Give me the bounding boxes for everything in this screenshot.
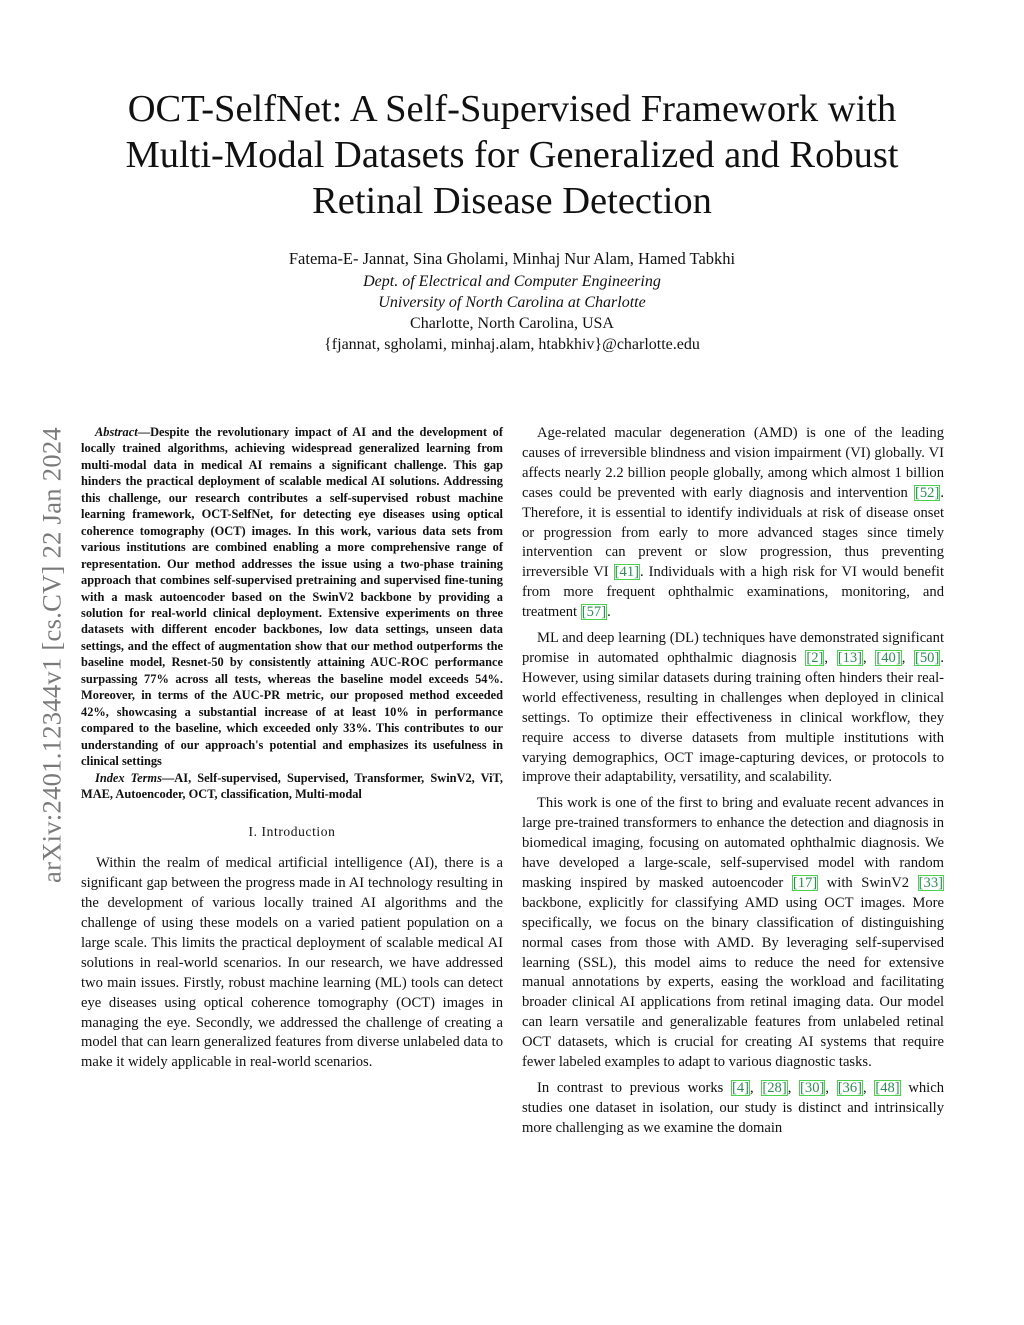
location: Charlotte, North Carolina, USA <box>410 315 614 332</box>
citation-link[interactable]: [48] <box>875 1080 900 1096</box>
citation-link[interactable]: [17] <box>792 874 818 891</box>
right-column <box>522 424 944 1145</box>
department: Dept. of Electrical and Computer Engineering <box>363 273 661 290</box>
abstract-label: Abstract <box>95 425 138 439</box>
citation-link[interactable]: [28] <box>762 1080 787 1096</box>
author-emails: {fjannat, sgholami, minhaj.alam, htabkhiv}@charlotte.edu <box>324 336 700 353</box>
paragraph-amd: Age-related macular degeneration (AMD) is one of the leading causes of irreversible blindness and vision impairment (VI) globally. VI affects nearly 2.2 billion people globally, among which almost 1 billion cases could be prevented with early diagnosis and intervention [52]. Therefore, it is essential to identify individuals at risk of disease onset or progression from early to more advanced stages since timely intervention can prevent or slow progression, thus preventing irreversible VI [41]. Individuals with a high risk for VI would benefit from more frequent ophthalmic examinations, monitoring, and treatment [57]. <box>522 425 944 621</box>
citation-link[interactable]: [41] <box>614 564 639 581</box>
citation-link[interactable]: [4] <box>732 1080 750 1096</box>
citation-link[interactable]: [40] <box>876 649 901 666</box>
index-terms <box>81 770 503 803</box>
index-terms-label: Index Terms <box>95 770 162 785</box>
citation-link[interactable]: [2] <box>806 649 824 666</box>
author-block <box>80 248 944 355</box>
citation-link[interactable]: [30] <box>800 1080 825 1096</box>
citation-link[interactable]: [57] <box>581 604 607 621</box>
university: University of North Carolina at Charlotte <box>378 294 646 311</box>
author-names: Fatema-E- Jannat, Sina Gholami, Minhaj Nur Alam, Hamed Tabkhi <box>288 249 736 268</box>
arxiv-identifier: arXiv:2401.12344v1 [cs.CV] 22 Jan 2024 <box>36 427 67 883</box>
citation-link[interactable]: [13] <box>837 649 863 666</box>
paragraph-contrast: In contrast to previous works [4], [28], [30], [36], [48] which studies one dataset in isolation, our study is distinct and intrinsically more challenging as we examine the domain <box>522 1080 945 1136</box>
abstract <box>81 424 503 770</box>
paragraph-ml-dl: ML and deep learning (DL) techniques have demonstrated significant promise in automated ophthalmic diagnosis [2], [13], [40], [50]. However, using similar datasets during training often hinders their real-world effectiveness, resulting in challenges when deployed in clinical settings. To optimize their effectiveness in clinical workflow, they require access to diverse datasets from multiple institutions with varying demographics, OCT image-capturing devices, or protocols to improve their adaptability, versatility, and scalability. <box>522 630 944 786</box>
citation-link[interactable]: [33] <box>918 874 943 891</box>
citation-link[interactable]: [52] <box>915 484 940 501</box>
abstract-text: —Despite the revolutionary impact of AI and the development of locally trained algorithms, achieving widespread generalized learning from multi-modal data in medical AI remains a significant challenge. This gap hinders the practical deployment of scalable medical AI solutions. Addressing this challenge, our research contributes a self-supervised robust machine learning framework, OCT-SelfNet, for detecting eye diseases using optical coherence tomography (OCT) images. In this work, various data sets from various institutions are combined enabling a more comprehensive range of representation. Our method addresses the issue using a two-phase training approach that combines self-supervised pretraining and supervised fine-tuning with a mask autoencoder based on the SwinV2 backbone by providing a solution for real-world clinical deployment. Extensive experiments on three datasets with different encoder backbones, low data settings, unseen data settings, and the effect of augmentation show that our method outperforms the baseline model, Resnet-50 by consistently attaining AUC-ROC performance surpassing 77% across all tests, whereas the baseline model exceeds 54%. Moreover, in terms of the AUC-PR metric, our proposed method exceeded 42%, showcasing a substantial increase of at least 10% in performance compared to the baseline, which exceeded only 33%. This contributes to our understanding of our approach's potential and emphasizes its usefulness in clinical settings <box>81 425 503 769</box>
section-heading-introduction: I. Introduction <box>248 824 336 840</box>
left-column <box>81 424 503 1079</box>
citation-link[interactable]: [50] <box>915 649 940 666</box>
paragraph-this-work: This work is one of the first to bring and evaluate recent advances in large pre-trained transformers to enhance the detection and diagnosis in biomedical imaging, focusing on automated ophthalmic diagnosis. We have developed a large-scale, self-supervised model with random masking inspired by masked autoencoder [17] with SwinV2 [33] backbone, explicitly for classifying AMD using OCT images. More specifically, we focus on the binary classification of distinguishing normal cases from those with AMD. By leveraging self-supervised learning (SSL), this model aims to reduce the need for extensive manual annotations by experts, easing the workload and facilitating broader clinical AI applications from retinal imaging data. Our model can learn versatile and generalizable features from unlabeled retinal OCT datasets, which is crucial for creating AI systems that require fewer labeled examples to adapt to various diagnostic tasks. <box>522 795 944 1071</box>
paper-title: OCT-SelfNet: A Self-Supervised Framework with Multi-Modal Datasets for Generalized and Robust Retinal Disease Detection <box>125 88 899 222</box>
citation-link[interactable]: [36] <box>837 1080 863 1096</box>
intro-paragraph: Within the realm of medical artificial intelligence (AI), there is a significant gap between the progress made in AI technology resulting in the development of various locally trained AI algorithms and the challenge of using these models on a varied patient population on a large scale. This limits the practical deployment of scalable medical AI solutions in real-world scenarios. In our research, we have addressed two main issues. Firstly, robust machine learning (ML) tools can detect eye diseases using optical coherence tomography (OCT) images in managing the eye. Secondly, we addressed the challenge of creating a model that can learn generalized features from diverse unlabeled data to make it widely applicable in real-world scenarios. <box>81 855 503 1071</box>
arxiv-stamp <box>30 360 74 950</box>
index-terms-text: —AI, Self-supervised, Supervised, Transformer, SwinV2, ViT, MAE, Autoencoder, OCT, classification, Multi-modal <box>81 770 503 801</box>
